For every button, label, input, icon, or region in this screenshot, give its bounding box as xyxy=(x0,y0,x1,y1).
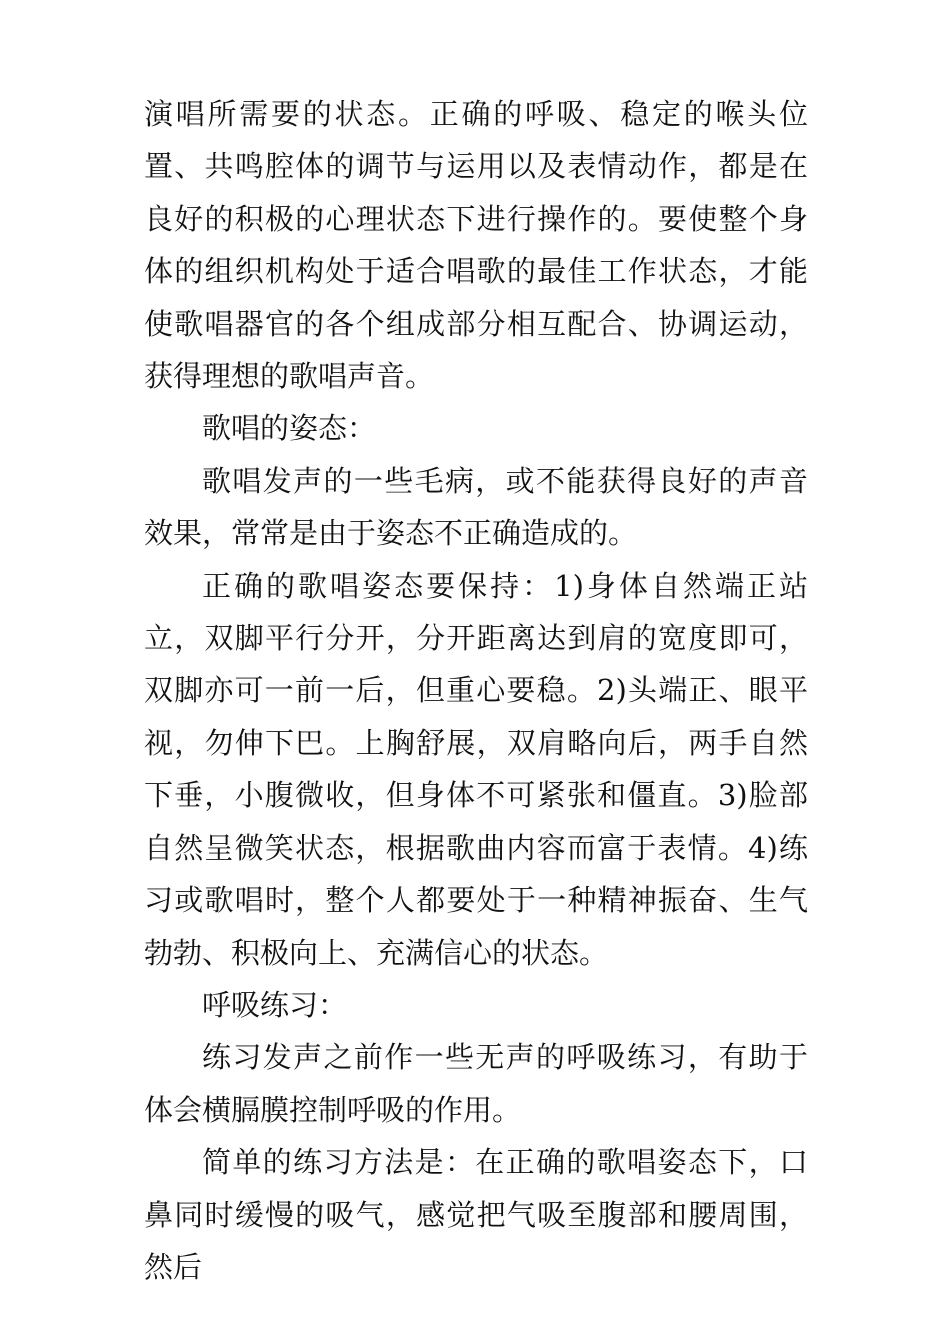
paragraph-breathing-method: 简单的练习方法是：在正确的歌唱姿态下，口鼻同时缓慢的吸气，感觉把气吸至腹部和腰周围，然后 xyxy=(144,1145,808,1284)
paragraph-breathing-intro: 练习发声之前作一些无声的呼吸练习，有助于体会横膈膜控制呼吸的作用。 xyxy=(144,1040,808,1127)
heading-breathing-practice: 呼吸练习： xyxy=(202,987,348,1022)
document-body xyxy=(144,88,808,1293)
heading-singing-posture: 歌唱的姿态： xyxy=(202,411,377,446)
paragraph-posture-problems: 歌唱发声的一些毛病，或不能获得良好的声音效果，常常是由于姿态不正确造成的。 xyxy=(144,463,808,551)
paragraph-continuation: 演唱所需要的状态。正确的呼吸、稳定的喉头位置、共鸣腔体的调节与运用以及表情动作，都是在良好的积极的心理状态下进行操作的。要使整个身体的组织机构处于适合唱歌的最佳工作状态，才能使歌唱器官的各个组成部分相互配合、协调运动，获得理想的歌唱声音。 xyxy=(144,97,808,394)
paragraph-correct-posture: 正确的歌唱姿态要保持：1)身体自然端正站立，双脚平行分开，分开距离达到肩的宽度即可，双脚亦可一前一后，但重心要稳。2)头端正、眼平视，勿伸下巴。上胸舒展，双肩略向后，两手自然下垂，小腹微收，但身体不可紧张和僵直。3)脸部自然呈微笑状态，根据歌曲内容而富于表情。4)练习或歌唱时，整个人都要处于一种精神振奋、生气勃勃、积极向上、充满信心的状态。 xyxy=(144,568,808,970)
